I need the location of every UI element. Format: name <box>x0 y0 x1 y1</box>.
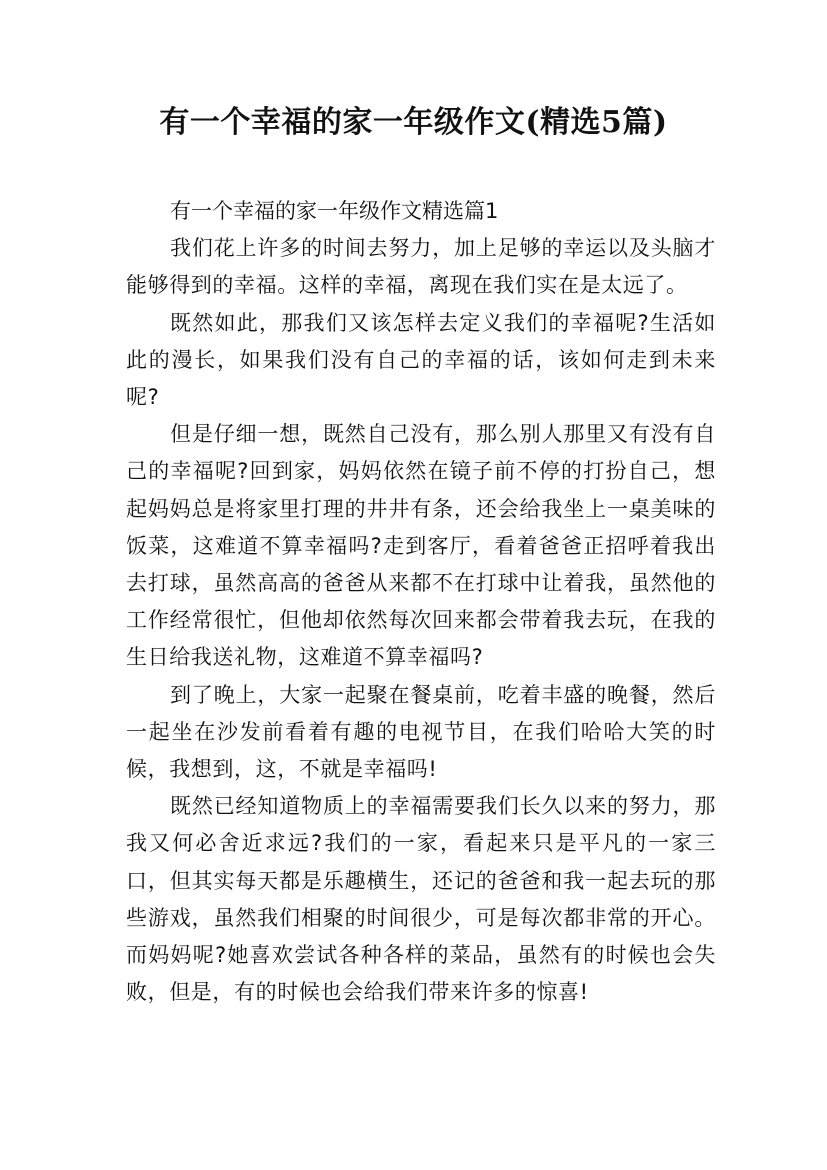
paragraph-2: 既然如此，那我们又该怎样去定义我们的幸福呢?生活如此的漫长，如果我们没有自己的幸福的话，该如何走到未来呢? <box>126 310 716 410</box>
section-heading: 有一个幸福的家一年级作文精选篇1 <box>170 199 499 223</box>
paragraph-3: 但是仔细一想，既然自己没有，那么别人那里又有没有自己的幸福呢?回到家，妈妈依然在镜子前不停的打扮自己，想起妈妈总是将家里打理的井井有条，还会给我坐上一桌美味的饭菜，这难道不算幸福吗?走到客厅，看着爸爸正招呼着我出去打球，虽然高高的爸爸从来都不在打球中让着我，虽然他的工作经常很忙，但他却依然每次回来都会带着我去玩，在我的生日给我送礼物，这难道不算幸福吗? <box>126 422 716 670</box>
document-body <box>126 193 716 1011</box>
paragraph-1: 我们花上许多的时间去努力，加上足够的幸运以及头脑才能够得到的幸福。这样的幸福，离现在我们实在是太远了。 <box>126 236 716 298</box>
paragraph-4: 到了晚上，大家一起聚在餐桌前，吃着丰盛的晚餐，然后一起坐在沙发前看着有趣的电视节目，在我们哈哈大笑的时候，我想到，这，不就是幸福吗! <box>126 682 716 782</box>
document-title: 有一个幸福的家一年级作文(精选5篇) <box>159 105 668 140</box>
paragraph-5: 既然已经知道物质上的幸福需要我们长久以来的努力，那我又何必舍近求远?我们的一家，看起来只是平凡的一家三口，但其实每天都是乐趣横生，还记的爸爸和我一起去玩的那些游戏，虽然我们相聚的时间很少，可是每次都非常的开心。而妈妈呢?她喜欢尝试各种各样的菜品，虽然有的时候也会失败，但是，有的时候也会给我们带来许多的惊喜! <box>126 794 716 1005</box>
